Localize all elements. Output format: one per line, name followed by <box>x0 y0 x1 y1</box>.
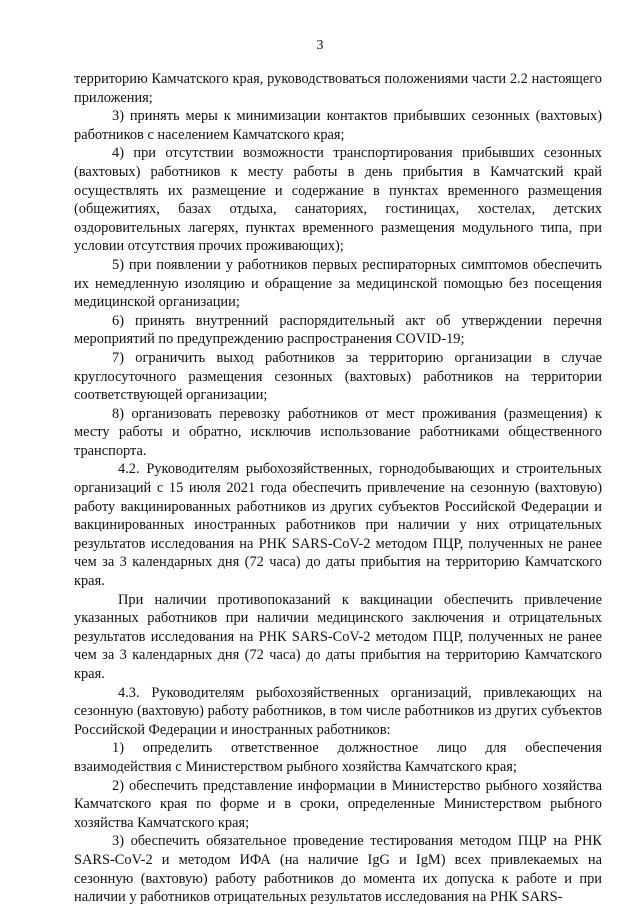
document-body <box>74 70 602 907</box>
paragraph-item-6: 6) принять внутренний распорядительный акт об утверждении перечня мероприятий по предупреждению распространения COVID-19; <box>74 312 602 348</box>
paragraph-section-4-3: 4.3. Руководителям рыбохозяйственных организаций, привлекающих на сезонную (вахтовую) работу работников, в том числе работников из других субъектов Российской Федерации и иностранных работников: <box>74 684 602 738</box>
paragraph-subitem-3: 3) обеспечить обязательное проведение тестирования методом ПЦР на РНК SARS-CoV-2 и методом ИФА (на наличие IgG и IgM) всех привлекаемых на сезонную (вахтовую) работу работников до момента их допуска к работе и при наличии у работников отрицательных результатов исследования на РНК SARS- <box>74 833 602 906</box>
paragraph-subitem-1: 1) определить ответственное должностное лицо для обеспечения взаимодействия с Министерством рыбного хозяйства Камчатского края; <box>74 740 602 775</box>
paragraph-section-4-2: 4.2. Руководителям рыбохозяйственных, горнодобывающих и строительных организаций с 15 июля 2021 года обеспечить привлечение на сезонную (вахтовую) работу вакцинированных работников из других субъектов Российской Федерации и вакцинированных иностранных работников при наличии у них отрицательных результатов исследования на РНК SARS-CoV-2 методом ПЦР, полученных не ранее чем за 3 календарных дня (72 часа) до даты прибытия на территорию Камчатского края. <box>74 461 602 590</box>
paragraph-item-7: 7) ограничить выход работников за территорию организации в случае круглосуточного размещения сезонных (вахтовых) работников на территории соответствующей организации; <box>74 349 602 404</box>
paragraph-subitem-2: 2) обеспечить представление информации в Министерство рыбного хозяйства Камчатского края по форме и в сроки, определенные Министерством рыбного хозяйства Камчатского края; <box>74 777 602 831</box>
page-number: 3 <box>316 38 324 53</box>
paragraph-item-3: 3) принять меры к минимизации контактов прибывших сезонных (вахтовых) работников с населением Камчатского края; <box>74 108 602 143</box>
paragraph-contraindications: При наличии противопоказаний к вакцинации обеспечить привлечение указанных работников при наличии медицинского заключения и отрицательных результатов исследования на РНК SARS-CoV-2 методом ПЦР, полученных не ранее чем за 3 календарных дня (72 часа) до даты прибытия на территорию Камчатского края. <box>74 591 602 682</box>
paragraph-item-8: 8) организовать перевозку работников от мест проживания (размещения) к месту работы и обратно, исключив использование работниками общественного транспорта. <box>74 405 602 459</box>
paragraph-item-5: 5) при появлении у работников первых респираторных симптомов обеспечить их немедленную изоляцию и обращение за медицинской помощью без посещения медицинской организации; <box>74 256 602 311</box>
paragraph-continuation: территорию Камчатского края, руководствоваться положениями части 2.2 настоящего приложения; <box>74 71 602 106</box>
paragraph-item-4: 4) при отсутствии возможности транспортирования прибывших сезонных (вахтовых) работников к месту работы в день прибытия в Камчатский край осуществлять их размещение и содержание в пунктах временного размещения (общежитиях, базах отдыха, санаториях, гостиницах, хостелах, детских оздоровительных лагерях, пунктах временного размещения модульного типа, при условии отсутствия прочих проживающих); <box>74 145 602 255</box>
